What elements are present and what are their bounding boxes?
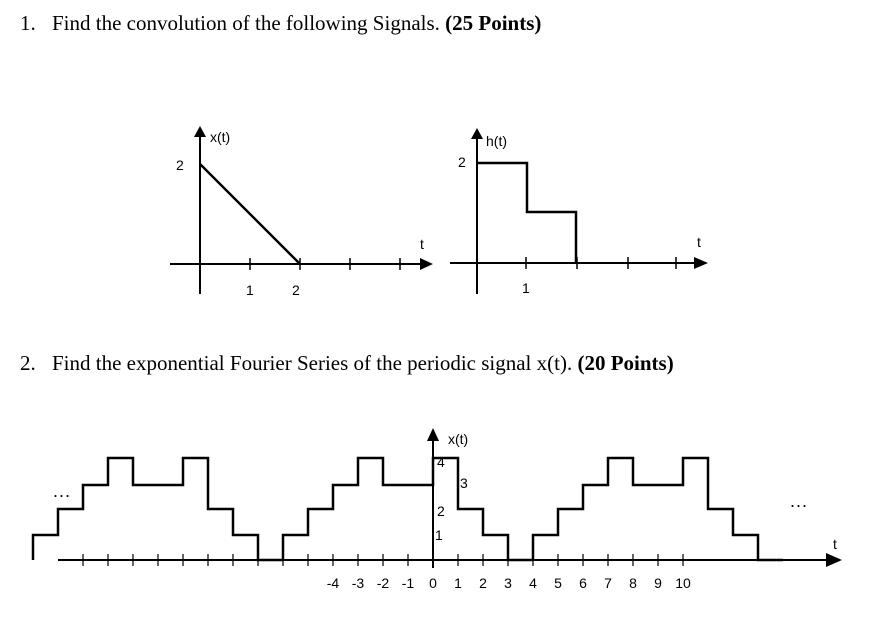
periodic-plot-x-tick-label: 5 [554,575,562,591]
periodic-plot-axis-label: t [833,536,837,552]
h-plot-x-tick-label: 1 [522,280,530,296]
question-2-points: (20 Points) [577,351,674,375]
periodic-plot-x-arrow-icon [826,553,842,567]
question-1-number: 1. [20,11,36,35]
periodic-plot-x-tick-label: -2 [376,575,390,591]
x-plot-axis-label: t [420,236,424,252]
h-plot-signal-line [477,163,576,263]
periodic-plot-level-label: 3 [460,475,468,491]
periodic-plot-ellipsis-left: ... [53,481,72,501]
periodic-plot-x-tick-label: 6 [579,575,587,591]
periodic-plot-ellipsis-right: ... [790,491,809,511]
h-plot-axis-label: t [697,234,701,250]
question-2-text: Find the exponential Fourier Series of the periodic signal x(t). [52,351,573,375]
x-plot [170,126,433,298]
periodic-plot-level-label: 4 [437,454,445,470]
periodic-plot-x-tick-label: 1 [454,575,462,591]
periodic-plot-level-label: 1 [435,527,443,543]
periodic-plot-x-tick-label: 10 [675,575,691,591]
h-plot [450,128,708,296]
periodic-plot-x-tick-label: 2 [479,575,487,591]
h-plot-x-arrow-icon [694,257,708,269]
h-plot-y-tick-label: 2 [458,154,466,170]
periodic-plot-x-tick-label: 4 [529,575,537,591]
periodic-plot [33,428,842,591]
periodic-plot-y-arrow-icon [427,428,439,441]
x-plot-y-tick-label: 2 [176,157,184,173]
x-plot-signal-label: x(t) [210,129,231,145]
periodic-plot-x-tick-label: 3 [504,575,512,591]
periodic-plot-signal [33,458,783,560]
question-2-number: 2. [20,351,36,375]
question-1-text: Find the convolution of the following Signals. [52,11,440,35]
h-plot-signal-label: h(t) [486,133,507,149]
x-plot-y-arrow-icon [194,126,206,137]
periodic-signal-period [33,458,283,560]
periodic-plot-signal-label: x(t) [448,431,469,447]
x-plot-x-arrow-icon [420,258,433,270]
periodic-plot-x-tick-label: -3 [351,575,365,591]
h-plot-y-arrow-icon [471,128,483,139]
periodic-plot-x-tick-label: 7 [604,575,612,591]
periodic-plot-x-tick-label: 8 [629,575,637,591]
x-plot-x-tick-label: 1 [246,282,254,298]
periodic-signal-period [283,458,533,560]
periodic-plot-tick-labels [327,575,691,591]
periodic-plot-x-tick-label: 0 [429,575,437,591]
x-plot-x-tick-label: 2 [292,282,300,298]
periodic-plot-level-label: 2 [437,503,445,519]
x-plot-signal-line [200,164,300,264]
periodic-plot-x-tick-label: -1 [401,575,415,591]
question-1-points: (25 Points) [445,11,542,35]
periodic-signal-period [533,458,783,560]
periodic-plot-x-tick-label: 9 [654,575,662,591]
periodic-plot-x-tick-label: -4 [326,575,340,591]
